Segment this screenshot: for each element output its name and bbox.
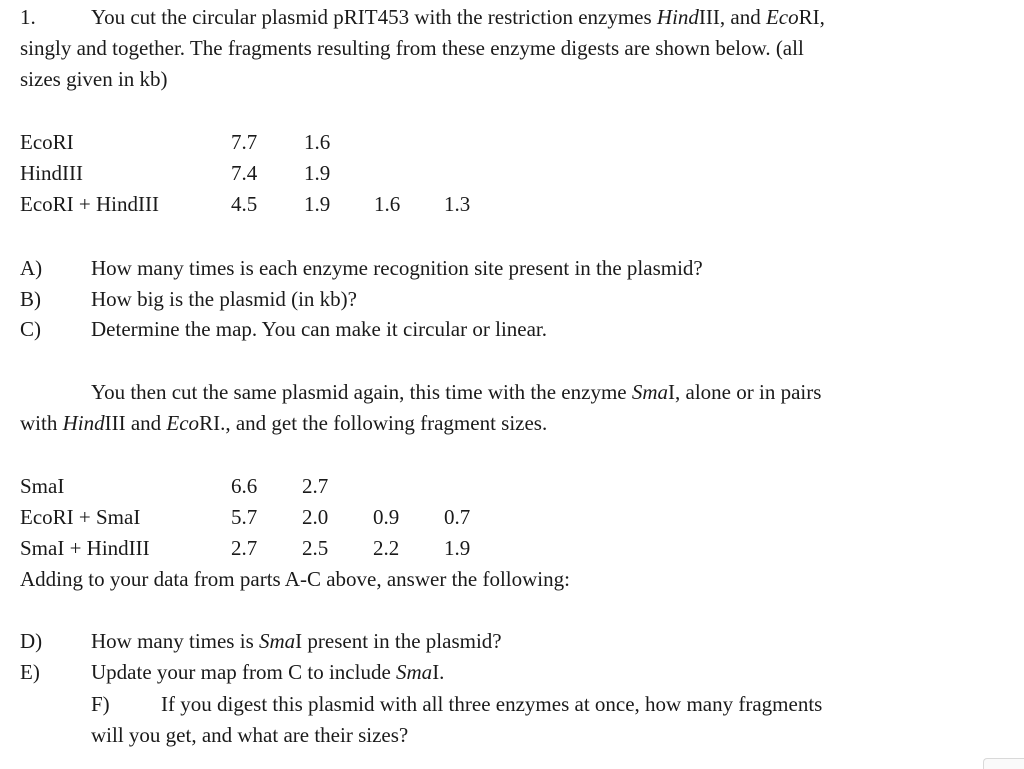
- fragment-size: 2.7: [302, 474, 329, 498]
- fragment-size: 1.3: [444, 192, 471, 216]
- fragment-size: 1.9: [304, 192, 331, 216]
- fragment-size: 6.6: [231, 474, 258, 498]
- row-label: EcoRI + HindIII: [20, 192, 159, 216]
- fragment-size: 1.6: [374, 192, 401, 216]
- question-letter: C): [20, 317, 41, 341]
- adding-instruction: Adding to your data from parts A-C above, answer the following:: [20, 567, 570, 591]
- intro-line-2: singly and together. The fragments resulting from these enzyme digests are shown below. (all: [20, 36, 804, 60]
- row-label: SmaI: [20, 474, 65, 498]
- corner-widget: [983, 758, 1024, 769]
- paragraph-2-line-1: You then cut the same plasmid again, this time with the enzyme SmaI, alone or in pairs: [91, 380, 822, 404]
- question-number: 1.: [20, 5, 36, 29]
- fragment-size: 2.0: [302, 505, 329, 529]
- row-label: SmaI + HindIII: [20, 536, 150, 560]
- fragment-size: 7.4: [231, 161, 258, 185]
- fragment-size: 5.7: [231, 505, 258, 529]
- fragment-size: 4.5: [231, 192, 258, 216]
- fragment-size: 0.7: [444, 505, 471, 529]
- row-label: EcoRI + SmaI: [20, 505, 141, 529]
- question-letter: E): [20, 660, 40, 684]
- fragment-size: 1.6: [304, 130, 331, 154]
- fragment-size: 1.9: [444, 536, 471, 560]
- fragment-size: 2.5: [302, 536, 329, 560]
- question-text: How many times is SmaI present in the plasmid?: [91, 629, 502, 653]
- question-text: Determine the map. You can make it circular or linear.: [91, 317, 548, 341]
- question-letter: B): [20, 287, 41, 311]
- fragment-size: 1.9: [304, 161, 331, 185]
- question-text: How big is the plasmid (in kb)?: [91, 287, 357, 311]
- question-text: How many times is each enzyme recognition site present in the plasmid?: [91, 256, 703, 280]
- fragment-size: 2.2: [373, 536, 400, 560]
- paragraph-2-line-2: with HindIII and EcoRI., and get the following fragment sizes.: [20, 411, 548, 435]
- question-text: If you digest this plasmid with all three enzymes at once, how many fragments: [161, 692, 823, 716]
- row-label: HindIII: [20, 161, 83, 185]
- question-letter: A): [20, 256, 43, 280]
- fragment-size: 7.7: [231, 130, 258, 154]
- question-letter: F): [91, 692, 110, 716]
- question-text: Update your map from C to include SmaI.: [91, 660, 445, 684]
- row-label: EcoRI: [20, 130, 74, 154]
- intro-line-3: sizes given in kb): [20, 67, 168, 91]
- question-letter: D): [20, 629, 43, 653]
- intro-line-1: You cut the circular plasmid pRIT453 with the restriction enzymes HindIII, and EcoRI,: [91, 5, 825, 29]
- question-text-continued: will you get, and what are their sizes?: [91, 723, 409, 747]
- fragment-size: 0.9: [373, 505, 400, 529]
- fragment-size: 2.7: [231, 536, 258, 560]
